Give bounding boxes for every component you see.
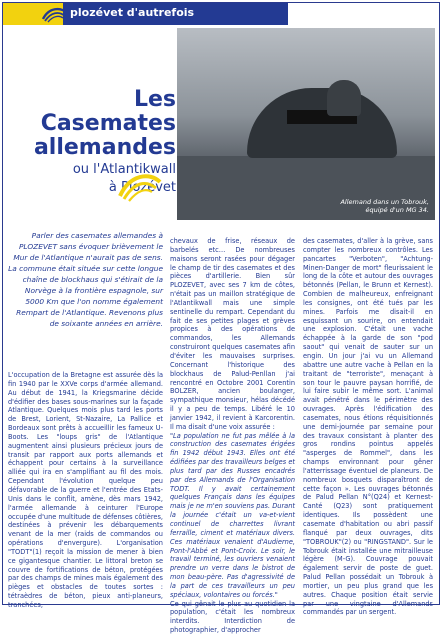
body-column-1 <box>8 371 163 610</box>
quote-paragraph: "La population ne fut pas mêlée à la construction des casemates érigées fin 1942 début 1943. Elles ont été édifiées par des travailleurs belges et plus tard par des Russes encadrés par des Allemands de l'Organisation TODT. Il y avait certainement quelques Français dans les équipes mais je ne m'en souviens pas. Durant la journée c'était un va-et-vient continuel de charrettes livrant ferraille, ciment et matériaux divers. Ces matériaux venaient d'Audierne, Pont-l'Abbé et Pont-Croix. Le soir, le travail terminé, les ouvriers venaient prendre un verre dans le bistrot de mon beau-père. Pas d'agressivité de la part de ces travailleurs un peu spéciaux, volontaires ou forcés." <box>170 431 295 599</box>
photo-caption: Allemand dans un Tobrouk, équipé d'un MG 34. <box>340 198 429 214</box>
article-lead: Parler des casemates allemandes à PLOZEVET sans évoquer brièvement le Mur de l'Atlantique n'aurait pas de sens. La commune était située sur cette longue chaîne de blockhaus qui s'étirait de la Norvège à la frontière espagnole, sur 5000 Km que l'on nomme également Rempart de l'Atlantique. Revenons plus de soixante années en arrière. <box>8 231 163 328</box>
section-header <box>3 3 437 25</box>
archive-photo <box>177 28 435 220</box>
body-column-3 <box>303 237 433 617</box>
swirl-icon <box>41 5 69 23</box>
swirl-icon <box>116 170 164 202</box>
soldier-figure <box>327 80 361 116</box>
section-title: plozévet d'autrefois <box>70 6 195 19</box>
paragraph: Ce qui gênait le plus au quotidien la population, c'était les nombreux interdits. Interdiction de photographier, d'approcher <box>170 599 295 635</box>
paragraph: des casemates, d'aller à la grève, sans compter les nombreux contrôles. Les pancartes "Verboten", "Achtung-Minen-Danger de mort" fleurissaient le long de la côte et autour des ouvrages bétonnés (Pellan, le Brunn et Kernest). Combien de malheureux, enfreignant les consignes, ont été tués par les mines. Parfois me disait-il en esquissant un sourire, on entendait une explosion. C'était une vache échappée à la garde de son "pod saout" qui venait de sauter sur un engin. Un jour j'ai vu un Allemand abattre une autre vache à Pellan en la traitant de "terroriste", menaçant à son tour le pauvre paysan horrifié, de lui faire subir le même sort. L'animal avait pénétré dans le périmètre des ouvrages. Après l'édification des casemates, nous étions réquisitionnés une demi-journée par semaine pour des travaux consistant à planter des gros rondins pointus appelés "asperges de Rommel", dans les champs environnant pour gêner l'atterrissage éventuel de planeurs. De nombreux bosquets disparaîtront de cette façon ». Les ouvrages bétonnés de Palud Pellan N°(Q24) et Kernest-Canté (Q23) sont pratiquement identiques. Ils possèdent une casemate d'habitation ou abri passif flanqué par deux ouvrages, dits "TOBROUK"(2) ou "RINGSTAND". Sur le Tobrouk était installée une mitrailleuse légère (M-G). Couvrage pouvait également servir de poste de guet. Palud Pellan possédait un Tobrouk à mortier, un peu plus grand que les autres. Chaque position était servie par une vingtaine d'Allemands commandés par un sergent. <box>303 237 433 617</box>
paragraph: L'occupation de la Bretagne est assurée dès la fin 1940 par le XXVe corps d'armée allemand. Au début de 1941, la Kriegsmarine décide d'édifier des bases sous-marines sur la façade Atlantique. Quelques mois plus tard les ports de Brest, Lorient, St-Nazaire, La Pallice et Bordeaux sont prêts à accueillir les fameux U-Boots. Les "loups gris" de l'Atlantique augmentent ainsi plusieurs précieux jours de transit par rapport aux ports allemands et échappent pour certains à la surveillance alliée qui ira en s'amplifiant au fil des mois. Cependant l'évolution quelque peu défavorable de la guerre et l'entrée des Etats-Unis dans le conflit, amène, dès mars 1942, l'armée allemande à ceinturer l'Europe occupée d'une multitude de défenses côtières, destinées à prévenir les débarquements venant de la mer (raids de commandos ou opérations d'envergure). L'organisation "TODT"(1) reçoit la mission de mener à bien ce gigantesque chantier. Le littoral breton se couvre de fortifications de béton, protégées par des champs de mines mais également des pièges et obstacles de toutes sortes : tétraèdres de béton, pieux anti-planeurs, tranchées, <box>8 371 163 609</box>
body-column-2 <box>170 237 295 635</box>
article-title: Les Casemates allemandes ou l'Atlantikwall à Plozévet <box>33 87 176 195</box>
paragraph: chevaux de frise, réseaux de barbelés etc… De nombreuses maisons seront rasées pour dégager le champ de tir des casemates et des pièces d'artillerie. Bien sûr PLOZEVET, avec ses 7 km de côtes, n'était pas un maillon stratégique de l'Atlantikwall mais une simple sentinelle du rempart. Cependant du fait de ses petites plages et grèves propices à des opérations de commandos, les Allemands construiront quelques casemates afin d'éviter les mauvaises surprises. Concernant l'historique des blockhaus de Palud-Penllan j'ai rencontré en Octobre 2001 Corentin BOLZER, ancien boulanger, sympathique monsieur, hélas décédé il y a peu de temps. Libéré le 10 janvier 1942, il revient à Karcorentin. Il ma disait d'une voix assurée : <box>170 237 295 431</box>
